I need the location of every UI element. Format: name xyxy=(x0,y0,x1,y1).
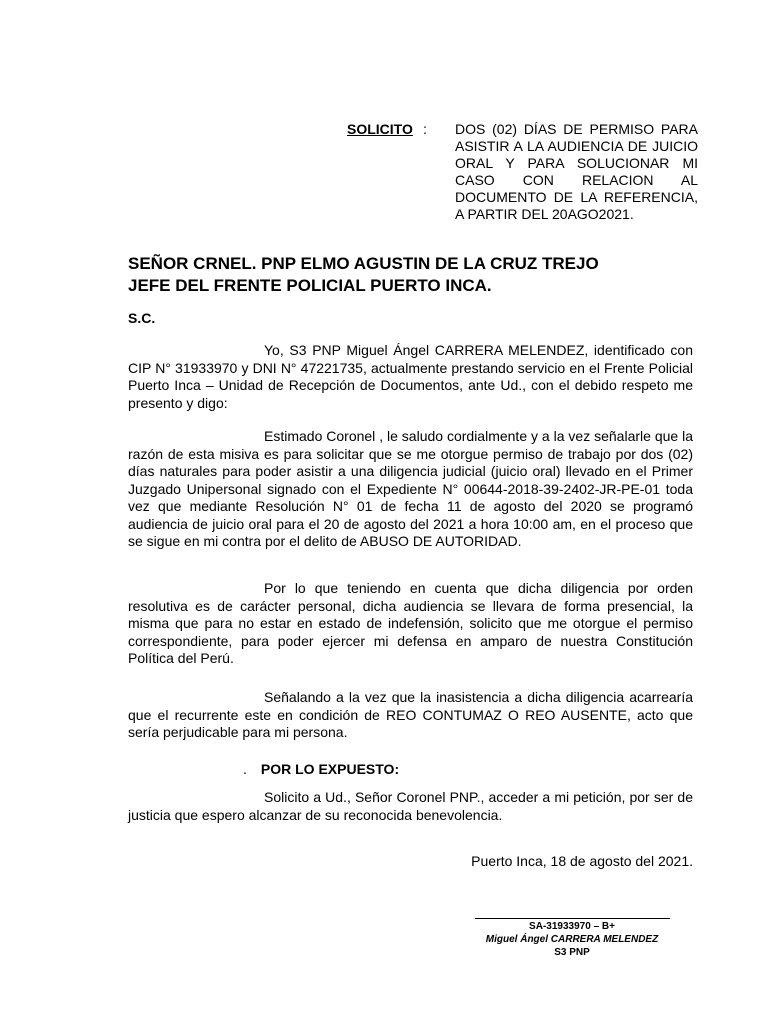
paragraph-justification xyxy=(128,580,693,668)
paragraph-consequence xyxy=(128,689,693,742)
paragraph-introduction xyxy=(128,342,693,412)
expuesto-heading xyxy=(243,761,399,777)
signature-rank: S3 PNP xyxy=(554,947,590,958)
paragraph-introduction-text: Yo, S3 PNP Miguel Ángel CARRERA MELENDEZ, identificado con CIP N° 31933970 y DNI N° 47221735, actualmente prestando servicio en el Frente Policial Puerto Inca – Unidad de Recepción de Documentos, ante Ud., con el debido respeto me presento y digo: xyxy=(128,342,693,411)
paragraph-justification-text: Por lo que teniendo en cuenta que dicha diligencia por orden resolutiva es de carácter personal, dicha audiencia se llevara de forma presencial, la misma que para no estar en estado de indefensión, solicito que me otorgue el permiso correspondiente, para poder ejercer mi defensa en amparo de nuestra Constitución Política del Perú. xyxy=(128,580,693,666)
addressee-block xyxy=(128,253,708,297)
signature-id: SA-31933970 – B+ xyxy=(529,921,615,932)
solicito-text: DOS (02) DÍAS DE PERMISO PARA ASISTIR A LA AUDIENCIA DE JUICIO ORAL Y PARA SOLUCIONAR MI CASO CON RELACION AL DOCUMENTO DE LA REFERENCIA, A PARTIR DEL 20AGO2021. xyxy=(455,121,698,222)
addressee-line-1: SEÑOR CRNEL. PNP ELMO AGUSTIN DE LA CRUZ TREJO xyxy=(128,254,599,273)
solicito-label: SOLICITO xyxy=(347,121,413,137)
paragraph-request xyxy=(128,428,693,551)
salutation: S.C. xyxy=(128,310,156,326)
paragraph-closing xyxy=(128,789,693,824)
paragraph-consequence-text: Señalando a la vez que la inasistencia a dicha diligencia acarrearía que el recurrente este en condición de REO CONTUMAZ O REO AUSENTE, acto que sería perjudicable para mi persona. xyxy=(128,689,693,740)
solicito-colon: : xyxy=(423,121,427,137)
date-line: Puerto Inca, 18 de agosto del 2021. xyxy=(471,853,693,869)
addressee-line-2: JEFE DEL FRENTE POLICIAL PUERTO INCA. xyxy=(128,276,492,295)
signature-block xyxy=(472,918,672,959)
signature-line xyxy=(475,918,670,919)
paragraph-closing-text: Solicito a Ud., Señor Coronel PNP., acceder a mi petición, por ser de justicia que espero alcanzar de su reconocida benevolencia. xyxy=(128,789,693,823)
expuesto-dot: . xyxy=(243,761,247,777)
signature-name: Miguel Ángel CARRERA MELENDEZ xyxy=(485,934,659,945)
expuesto-label: POR LO EXPUESTO: xyxy=(260,761,400,777)
paragraph-request-text: Estimado Coronel , le saludo cordialmente y a la vez señalarle que la razón de esta misiva es para solicitar que se me otorgue permiso de trabajo por dos (02) días naturales para poder asistir a una diligencia judicial (juicio oral) llevado en el Primer Juzgado Unipersonal signado con el Expediente N° 00644-2018-39-2402-JR-PE-01 toda vez que mediante Resolución N° 01 de fecha 11 de agosto del 2020 se programó audiencia de juicio oral para el 20 de agosto del 2021 a hora 10:00 am, en el proceso que se sigue en mi contra por el delito de ABUSO DE AUTORIDAD. xyxy=(128,428,693,549)
